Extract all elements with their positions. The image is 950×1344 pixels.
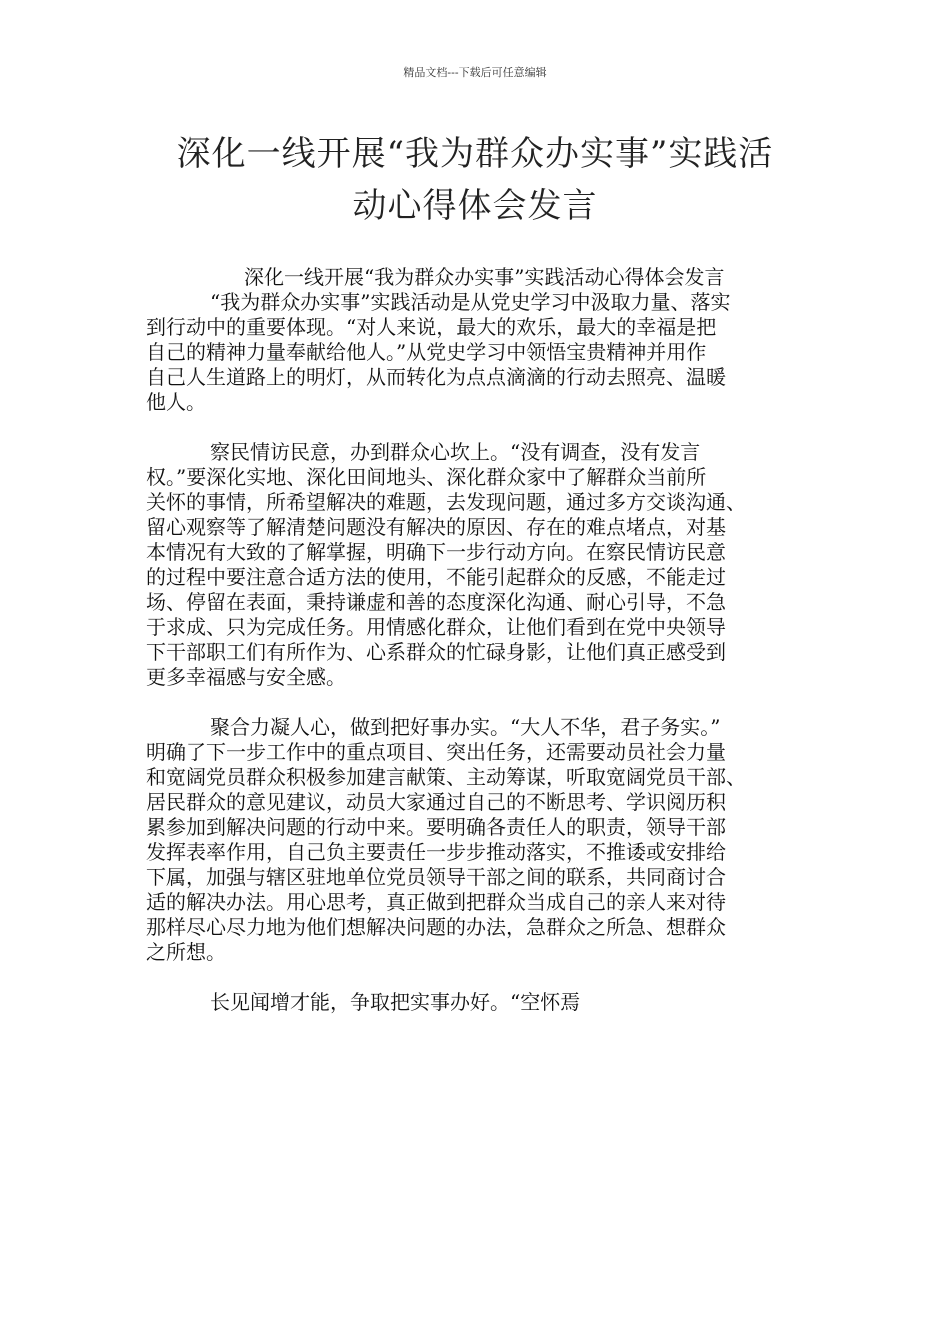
paragraph-subtitle: 深化一线开展“我为群众办实事”实践活动心得体会发言 [244,265,725,289]
paragraph-gap [146,415,812,440]
title-line-2: 动心得体会发言 [352,186,598,226]
title-line-1: 深化一线开展“我为群众办实事”实践活 [176,134,774,174]
paragraph-2: 察民情访民意，办到群众心坎上。“没有调查，没有发言 权。”要深化实地、深化田间地头、深化群众家中了解群众当前所 关怀的事情，所希望解决的难题，去发现问题，通过多方交谈沟通、 留心观察等了解清楚问题没有解决的原因、存在的难点堵点，对基 本情况有大致的了解掌握，明确下一步行动方向。在察民情访民意 的过程中要注意合适方法的使用，不能引起群众的反感，不能走过 场、停留在表面，秉持谦虚和善的态度深化沟通、耐心引导，不急 于求成、只为完成任务。用情感化群众，让他们看到在党中央领导 下干部职工们有所作为、心系群众的忙碌身影，让他们真正感受到 更多幸福感与安全感。 [146,440,746,689]
paragraph-4: 长见闻增才能，争取把实事办好。“空怀焉 [210,990,581,1014]
document-title [120,128,830,232]
document-body [146,265,812,1015]
page-header: 精品文档---下载后可任意编辑 [403,66,547,79]
paragraph-3: 聚合力凝人心，做到把好事办实。“大人不华，君子务实。” 明确了下一步工作中的重点项目、突出任务，还需要动员社会力量 和宽阔党员群众积极参加建言献策、主动筹谋，听取宽阔党员干部、 居民群众的意见建议，动员大家通过自己的不断思考、学识阅历积 累参加到解决问题的行动中来。要明确各责任人的职责，领导干部 发挥表率作用，自己负主要责任一步步推动落实，不推诿或安排给 下属，加强与辖区驻地单位党员领导干部之间的联系，共同商讨合 适的解决办法。用心思考，真正做到把群众当成自己的亲人来对待 那样尽心尽力地为他们想解决问题的办法，急群众之所急、想群众 之所想。 [146,715,746,964]
paragraph-1: “我为群众办实事”实践活动是从党史学习中汲取力量、落实 到行动中的重要体现。“对人来说，最大的欢乐，最大的幸福是把 自己的精神力量奉献给他人。”从党史学习中领悟宝贵精神并用作 自己人生道路上的明灯，从而转化为点点滴滴的行动去照亮、温暖 他人。 [146,290,731,414]
paragraph-gap [146,690,812,715]
paragraph-gap [146,965,812,990]
